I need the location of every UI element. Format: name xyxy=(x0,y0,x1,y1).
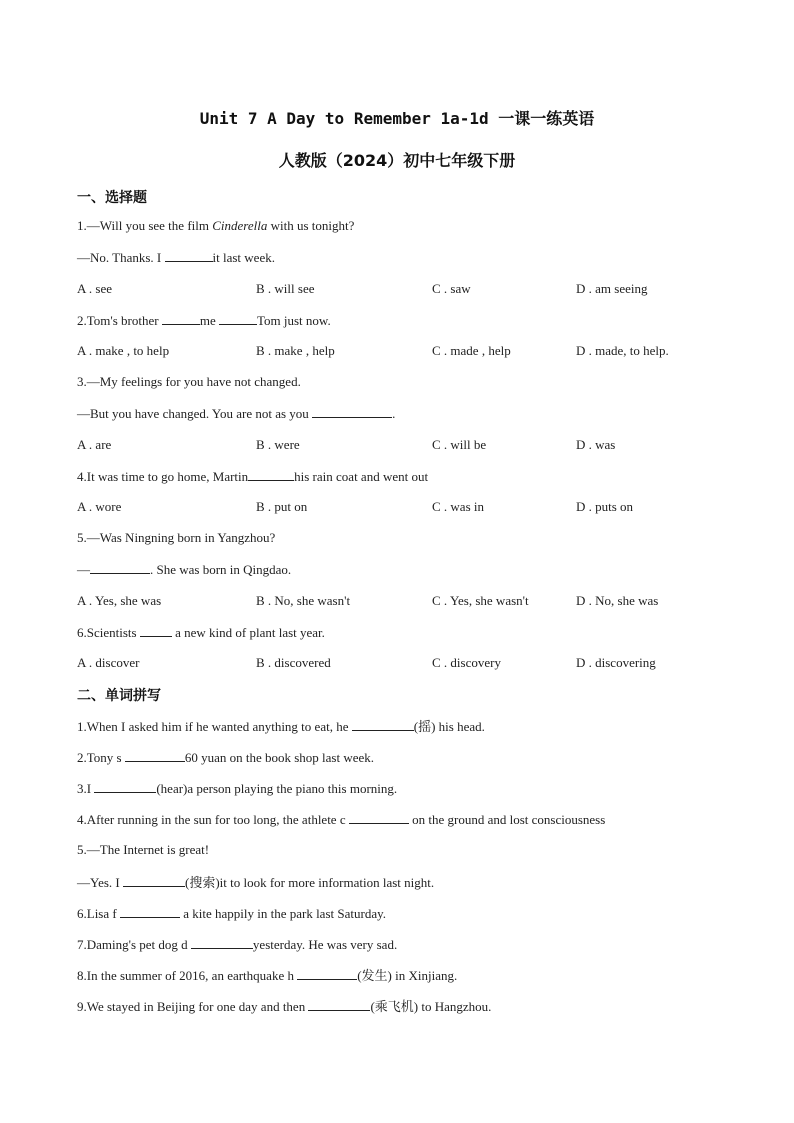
answer-blank[interactable] xyxy=(94,780,156,793)
answer-blank[interactable] xyxy=(125,749,185,762)
spelling-item xyxy=(77,905,386,922)
q3-option-c[interactable]: C . will be xyxy=(432,437,487,452)
q5-option-c[interactable]: C . Yes, she wasn't xyxy=(432,593,529,608)
answer-blank[interactable] xyxy=(297,967,357,980)
q4-option-c[interactable]: C . was in xyxy=(432,499,484,514)
answer-blank[interactable] xyxy=(219,312,257,325)
question-text: (摇) his head. xyxy=(413,719,485,734)
question-text: 1.—Will you see the film xyxy=(77,218,213,233)
spelling-item xyxy=(77,967,457,984)
question-text: 6.Scientists xyxy=(77,625,140,640)
spelling-item xyxy=(77,780,397,797)
question-text: 2.Tony s xyxy=(77,750,125,765)
spelling-item xyxy=(77,718,485,735)
question-text: (hear)a person playing the piano this morning. xyxy=(156,781,398,796)
question-6-stem xyxy=(77,624,325,641)
question-text: Tom just now. xyxy=(256,313,331,328)
question-text: —But you have changed. You are not as you xyxy=(77,406,313,421)
q2-option-c[interactable]: C . made , help xyxy=(432,343,511,358)
question-text: 5.—The Internet is great! xyxy=(77,842,210,857)
question-2-stem xyxy=(77,312,331,329)
answer-blank[interactable] xyxy=(90,561,150,574)
q6-option-c[interactable]: C . discovery xyxy=(432,655,501,670)
question-text: a kite happily in the park last Saturday. xyxy=(179,906,386,921)
question-text: (乘飞机) to Hangzhou. xyxy=(370,999,492,1014)
q1-option-a[interactable]: A . see xyxy=(77,281,113,296)
worksheet-subtitle: 人教版（2024）初中七年级下册 xyxy=(278,151,516,170)
section-heading-spelling: 二、单词拼写 xyxy=(77,688,161,704)
question-text: (发生) in Xinjiang. xyxy=(357,968,458,983)
q1-option-d[interactable]: D . am seeing xyxy=(576,281,648,296)
answer-blank[interactable] xyxy=(140,624,172,637)
spelling-item xyxy=(77,998,491,1015)
question-1-reply xyxy=(77,249,275,266)
question-text: (搜索)it to look for more information last night. xyxy=(185,875,435,890)
question-5-stem: 5.—Was Ningning born in Yangzhou? xyxy=(77,530,276,545)
question-text: — xyxy=(77,562,90,577)
question-text: 1.When I asked him if he wanted anything to eat, he xyxy=(77,719,352,734)
q2-option-b[interactable]: B . make , help xyxy=(256,343,335,358)
question-text: —Yes. I xyxy=(77,875,123,890)
q4-option-a[interactable]: A . wore xyxy=(77,499,122,514)
question-text: yesterday. He was very sad. xyxy=(252,937,398,952)
q2-option-a[interactable]: A . make , to help xyxy=(77,343,170,358)
spelling-item xyxy=(77,936,397,953)
question-text: . xyxy=(392,406,396,421)
question-text: 60 yuan on the book shop last week. xyxy=(184,750,375,765)
answer-blank[interactable] xyxy=(312,405,392,418)
answer-blank[interactable] xyxy=(162,312,200,325)
question-3-stem: 3.—My feelings for you have not changed. xyxy=(77,374,301,389)
q4-option-b[interactable]: B . put on xyxy=(256,499,308,514)
question-5-reply xyxy=(77,561,291,578)
section-heading-choice: 一、选择题 xyxy=(77,190,147,206)
worksheet-title: Unit 7 A Day to Remember 1a-1d 一课一练英语 xyxy=(199,109,595,128)
spelling-item xyxy=(77,749,374,766)
q1-option-b[interactable]: B . will see xyxy=(256,281,315,296)
question-text: 3.I xyxy=(77,781,95,796)
question-text: 8.In the summer of 2016, an earthquake h xyxy=(77,968,298,983)
q2-option-d[interactable]: D . made, to help. xyxy=(576,343,669,358)
question-text: 2.Tom's brother xyxy=(77,313,162,328)
question-text: 4.After running in the sun for too long, the athlete c xyxy=(77,812,349,827)
q6-option-d[interactable]: D . discovering xyxy=(576,655,656,670)
question-text: his rain coat and went out xyxy=(294,469,429,484)
answer-blank[interactable] xyxy=(120,905,180,918)
question-3-reply xyxy=(77,405,395,422)
answer-blank[interactable] xyxy=(191,936,253,949)
film-title: Cinderella xyxy=(212,218,268,233)
spelling-item xyxy=(77,842,209,858)
answer-blank[interactable] xyxy=(349,811,409,824)
answer-blank[interactable] xyxy=(248,468,294,481)
q5-option-a[interactable]: A . Yes, she was xyxy=(77,593,162,608)
q1-option-c[interactable]: C . saw xyxy=(432,281,471,296)
question-text: . She was born in Qingdao. xyxy=(150,562,292,577)
question-text: 6.Lisa f xyxy=(77,906,120,921)
q5-option-b[interactable]: B . No, she wasn't xyxy=(256,593,351,608)
question-text: with us tonight? xyxy=(267,218,355,233)
q3-option-b[interactable]: B . were xyxy=(256,437,300,452)
q6-option-b[interactable]: B . discovered xyxy=(256,655,331,670)
answer-blank[interactable] xyxy=(308,998,370,1011)
answer-blank[interactable] xyxy=(123,874,185,887)
q5-option-d[interactable]: D . No, she was xyxy=(576,593,659,608)
question-text: on the ground and lost consciousness xyxy=(408,812,606,827)
answer-blank[interactable] xyxy=(352,718,414,731)
q3-option-d[interactable]: D . was xyxy=(576,437,616,452)
question-text: 7.Daming's pet dog d xyxy=(77,937,191,952)
question-text: 9.We stayed in Beijing for one day and then xyxy=(77,999,309,1014)
question-4-stem xyxy=(77,468,428,485)
question-text: me xyxy=(199,313,219,328)
q6-option-a[interactable]: A . discover xyxy=(77,655,140,670)
spelling-item xyxy=(77,811,605,828)
spelling-item xyxy=(77,874,434,891)
answer-blank[interactable] xyxy=(165,249,213,262)
q3-option-a[interactable]: A . are xyxy=(77,437,112,452)
question-1-stem xyxy=(77,218,354,234)
question-text: 4.It was time to go home, Martin xyxy=(77,469,249,484)
question-text: a new kind of plant last year. xyxy=(171,625,325,640)
question-text: —No. Thanks. I xyxy=(77,250,165,265)
question-text: it last week. xyxy=(212,250,275,265)
q4-option-d[interactable]: D . puts on xyxy=(576,499,634,514)
